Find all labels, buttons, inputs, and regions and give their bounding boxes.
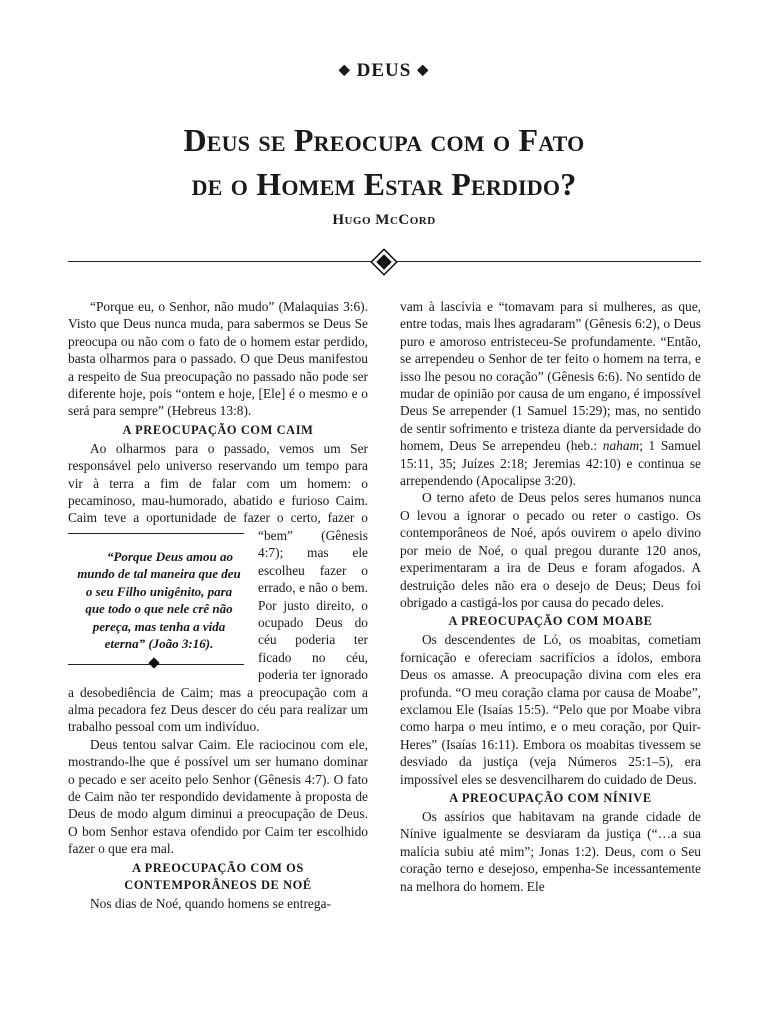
paragraph: Os descendentes de Ló, os moabitas, cometiam fornicação e ofereciam sacrifícios a ídolos, embora Deus os amasse. A preocupação divina com eles era profunda. “O meu coração clama por causa de Moabe”, exclamou Ele (Isaías 15:5). “Pelo que por Moabe vibra como harpa o meu íntimo, e o meu coração, por Quir-Heres” (Isaías 16:11). Embora os moabitas tivessem se desviado da justiça (veja Números 25:1–5), era impossível eles se desvencilharem do cuidado de Deus. [400,632,701,787]
section-heading-caim: A PREOCUPAÇÃO COM CAIM [122,422,314,437]
section-header [0,60,768,82]
diamond-icon: ◆ [417,63,430,78]
paragraph [68,440,368,736]
heading-line: CONTEMPORÂNEOS DE NOÉ [124,877,312,892]
left-column [68,298,368,912]
diamond-icon: ◆ [338,63,351,78]
paragraph: Deus tentou salvar Caim. Ele raciocinou com ele, mostrando-lhe que é possível um ser humano dominar o pecado e ser aceito pelo Senhor (Gênesis 4:7). O fato de Caim não ter respondido devidamente à proposta de Deus de modo algum diminui a preocupação de Deus. O bom Senhor estava ofendido por Caim ter escolhido fazer o que era mal. [68,736,368,857]
paragraph [400,298,701,489]
paragraph: Nos dias de Noé, quando homens se entrega- [90,895,331,911]
hebrew-term: naham [602,438,640,454]
pull-quote: “Porque Deus amou ao mundo de tal maneira que deu o seu Filho unigênito, para que todo o que nele crê não pereça, mas tenha a vida eterna” (João 3:16). [77,548,241,652]
heading-line: A PREOCUPAÇÃO COM OS [132,860,304,875]
paragraph: Os assírios que habitavam na grande cidade de Nínive igualmente se desviaram da justiça (“…a sua malícia subiu até mim”; Jonas 1:2). Deus, com o Seu coração terno e desejoso, empenha-Se incessantemente na melhora do homem. Ele [400,808,701,894]
section-heading-moabe: A PREOCUPAÇÃO COM MOABE [448,614,653,629]
article-author: Hugo McCord [332,212,436,228]
title-line-2: de o Homem Estar Perdido? [191,166,577,202]
paragraph: O terno afeto de Deus pelos seres humanos nunca O levou a ignorar o pecado ou reter o castigo. Os contemporâneos de Noé, após ouvirem o apelo divino por meio de Noé, o qual pregou durante 120 anos, experimentaram a ira de Deus e foram afogados. A destruição deles não era o desejo de Deus; Deus foi obrigado a castigá-los por causa do pecado deles. [400,490,701,610]
section-label: DEUS [356,60,412,81]
paragraph-text: ; 1 Samuel 15:11, 35; Juízes 2:18; Jeremias 42:10) e continua se arrependendo (Apocalipse 3:20). [400,438,701,489]
paragraph-text: fazer o certo, fazer o “bem” (Gênesis 4:7); mas ele escolheu fazer o errado, e não o bem. Por justo direito, o ocupado Deus do céu poderia ter ficado no céu, poderia ter ignorado a desobediência de Caim; mas a preocupação com a alma pecadora fez Deus descer do céu para realizar um trabalho pessoal com um indivíduo. [68,510,368,735]
right-column [400,298,701,895]
article-title [0,118,768,206]
paragraph-text: vam à lascívia e “tomavam para si mulheres, as que, entre todas, mais lhes agradaram” (Gênesis 6:2), o Deus puro e amoroso entristeceu-Se profundamente. “Então, se arrependeu o Senhor de ter feito o homem na terra, e isso lhe pesou no coração” (Gênesis 6:6). No sentido de mudar de opinião por causa de um engano, é impossível Deus Se arrepender (1 Samuel 15:29); mas, no sentido de sentir sofrimento e tristeza diante da perversidade do homem, Deus Se arrependeu (heb.: [400,299,701,454]
section-heading-noe [68,860,368,894]
section-heading-ninive: A PREOCUPAÇÃO COM NÍNIVE [449,790,652,805]
title-line-1: Deus se Preocupa com o Fato [183,122,585,158]
pull-quote-bottom-rule [68,659,250,671]
diamond-icon [148,657,159,668]
pull-quote-box [68,533,250,671]
diamond-ornament-icon [370,248,398,276]
paragraph-text: Ao olharmos para o passado, vemos um Ser responsável pelo universo reservando um tempo para vir à terra a fim de falar com um homem: o pecaminoso, mau-humorado, abatido e furioso Caim. Caim teve a oportunidade de [68,440,368,526]
paragraph: “Porque eu, o Senhor, não mudo” (Malaquias 3:6). Visto que Deus nunca muda, para sabermos se Deus Se preocupa ou não com o fato de o homem estar perdido, basta olharmos para o passado. O que Deus manifestou a respeito de Sua preocupação no passado não pode ser diferente hoje, pois “ontem e hoje, [Ele] é o mesmo e o será para sempre” (Hebreus 13:8). [68,299,368,419]
pull-quote-top-rule [68,533,244,534]
